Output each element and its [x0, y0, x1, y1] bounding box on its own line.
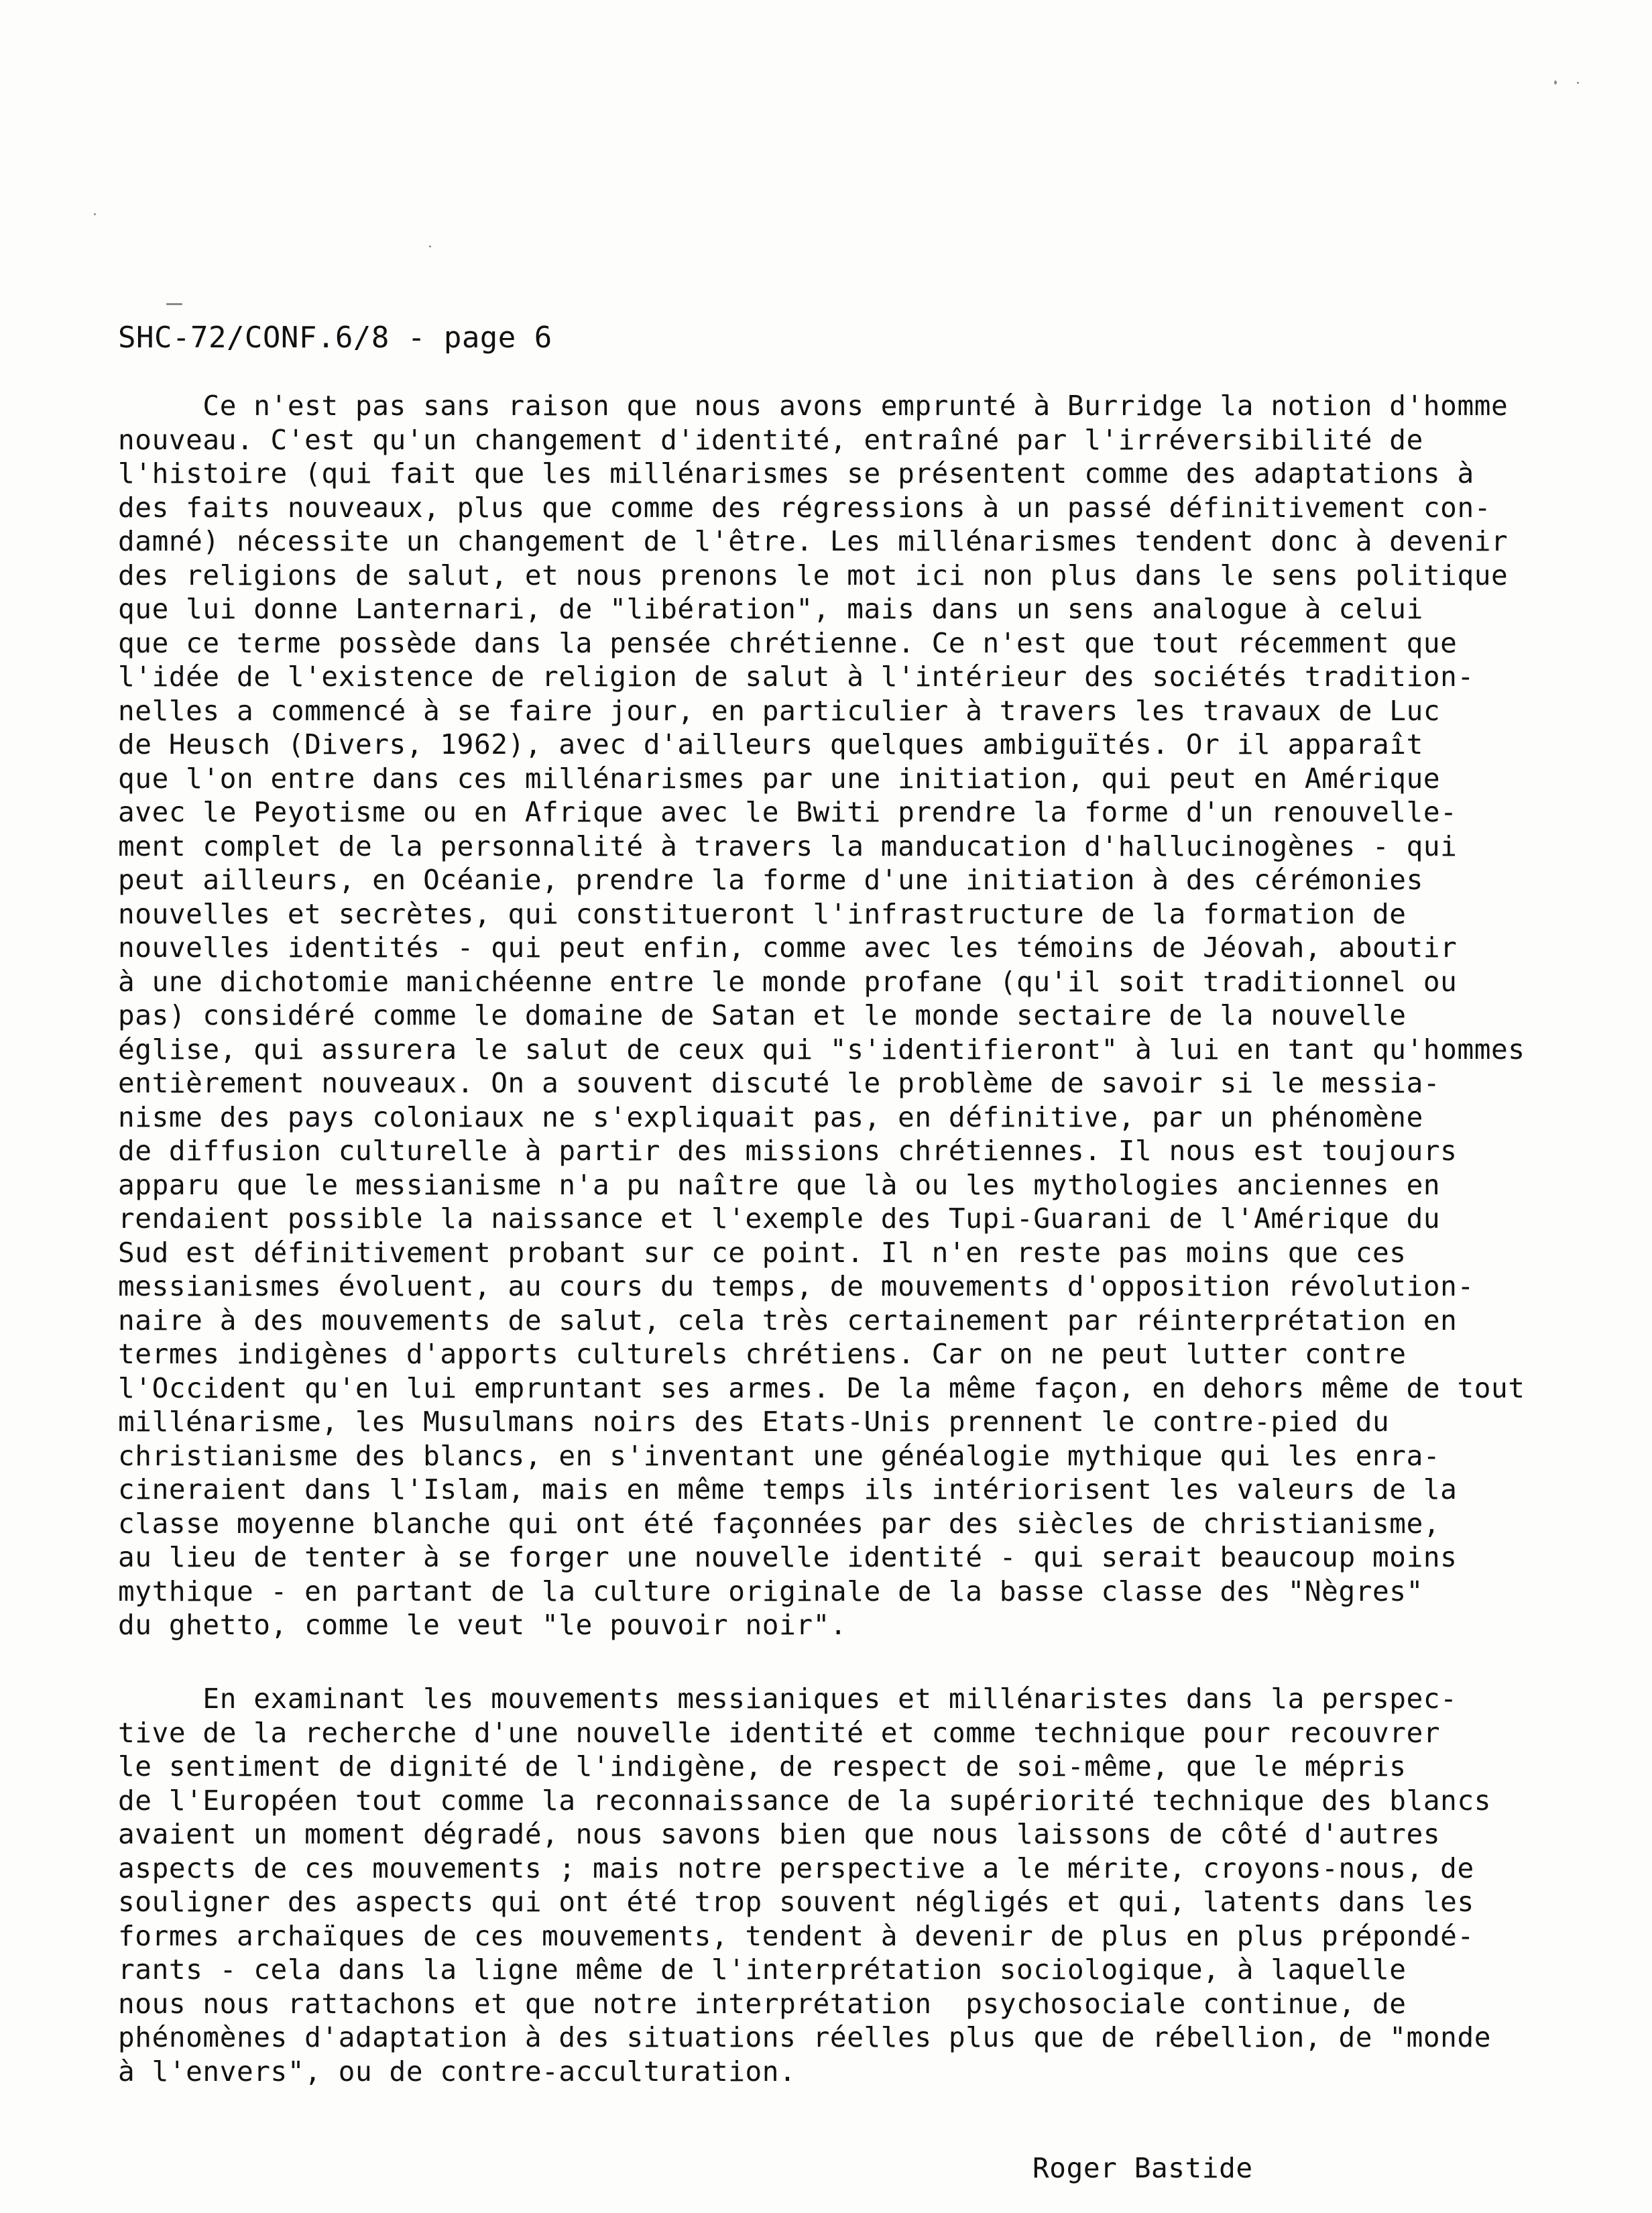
- text-line: de diffusion culturelle à partir des missions chrétiennes. Il nous est toujours: [118, 1135, 1458, 1167]
- text-line: de l'Européen tout comme la reconnaissance de la supériorité technique des blancs: [118, 1784, 1492, 1817]
- text-line: à une dichotomie manichéenne entre le monde profane (qu'il soit traditionnel ou: [118, 965, 1458, 998]
- text-line: l'idée de l'existence de religion de salut à l'intérieur des sociétés tradition-: [118, 661, 1474, 693]
- paragraph-2: [118, 1682, 1491, 2088]
- text-line: damné) nécessite un changement de l'être. Les millénarismes tendent donc à devenir: [118, 525, 1509, 557]
- text-line: apparu que le messianisme n'a pu naître que là ou les mythologies anciennes en: [118, 1168, 1441, 1201]
- text-line: ment complet de la personnalité à travers la manducation d'hallucinogènes - qui: [118, 830, 1458, 862]
- scan-speck: [1554, 80, 1557, 84]
- scan-speck: [166, 303, 182, 305]
- text-line: Sud est définitivement probant sur ce point. Il n'en reste pas moins que ces: [118, 1236, 1407, 1269]
- text-line: nous nous rattachons et que notre interprétation psychosociale continue, de: [118, 1987, 1407, 2020]
- text-line: pas) considéré comme le domaine de Satan et le monde sectaire de la nouvelle: [118, 999, 1407, 1031]
- text-line: peut ailleurs, en Océanie, prendre la forme d'une initiation à des cérémonies: [118, 864, 1423, 896]
- text-line: termes indigènes d'apports culturels chrétiens. Car on ne peut lutter contre: [118, 1338, 1407, 1370]
- text-line: du ghetto, comme le veut "le pouvoir noir".: [118, 1609, 847, 1641]
- text-line: rants - cela dans la ligne même de l'interprétation sociologique, à laquelle: [118, 1953, 1407, 1986]
- text-line: nisme des pays coloniaux ne s'expliquait pas, en définitive, par un phénomène: [118, 1100, 1423, 1133]
- text-line: formes archaïques de ces mouvements, tendent à devenir de plus en plus prépondé-: [118, 1919, 1474, 1952]
- text-line: le sentiment de dignité de l'indigène, de respect de soi-même, que le mépris: [118, 1750, 1407, 1782]
- text-line: nelles a commencé à se faire jour, en particulier à travers les travaux de Luc: [118, 694, 1441, 727]
- scan-speck: [94, 213, 96, 215]
- paragraph-1: [118, 389, 1525, 1642]
- text-line: christianisme des blancs, en s'inventant une généalogie mythique qui les enra-: [118, 1439, 1441, 1472]
- text-line: que lui donne Lanternari, de "libération", mais dans un sens analogue à celui: [118, 593, 1423, 625]
- text-line: phénomènes d'adaptation à des situations réelles plus que de rébellion, de "monde: [118, 2021, 1492, 2053]
- text-line: au lieu de tenter à se forger une nouvelle identité - qui serait beaucoup moins: [118, 1541, 1458, 1573]
- text-line: des faits nouveaux, plus que comme des régressions à un passé définitivement con-: [118, 491, 1492, 524]
- text-line: En examinant les mouvements messianiques et millénaristes dans la perspec-: [118, 1683, 1458, 1715]
- text-line: des religions de salut, et nous prenons le mot ici non plus dans le sens politique: [118, 559, 1509, 591]
- text-line: que l'on entre dans ces millénarismes par une initiation, qui peut en Amérique: [118, 762, 1441, 795]
- text-line: à l'envers", ou de contre-acculturation.: [118, 2055, 796, 2088]
- text-line: tive de la recherche d'une nouvelle identité et comme technique pour recouvrer: [118, 1716, 1441, 1749]
- text-line: l'histoire (qui fait que les millénarismes se présentent comme des adaptations à: [118, 457, 1474, 490]
- text-line: nouvelles et secrètes, qui constitueront l'infrastructure de la formation de: [118, 897, 1407, 930]
- text-line: mythique - en partant de la culture originale de la basse classe des "Nègres": [118, 1575, 1423, 1607]
- text-line: messianismes évoluent, au cours du temps, de mouvements d'opposition révolution-: [118, 1270, 1474, 1302]
- scan-speck: [429, 245, 431, 247]
- text-line: aspects de ces mouvements ; mais notre perspective a le mérite, croyons-nous, de: [118, 1852, 1474, 1884]
- text-line: avec le Peyotisme ou en Afrique avec le Bwiti prendre la forme d'un renouvelle-: [118, 796, 1458, 828]
- text-line: église, qui assurera le salut de ceux qui "s'identifieront" à lui en tant qu'hommes: [118, 1033, 1525, 1066]
- document-reference-header: SHC-72/CONF.6/8 - page 6: [118, 321, 552, 355]
- author-signature: Roger Bastide: [1032, 2152, 1253, 2184]
- text-line: Ce n'est pas sans raison que nous avons emprunté à Burridge la notion d'homme: [118, 390, 1509, 422]
- text-line: de Heusch (Divers, 1962), avec d'ailleurs quelques ambiguïtés. Or il apparaît: [118, 728, 1423, 760]
- text-line: avaient un moment dégradé, nous savons bien que nous laissons de côté d'autres: [118, 1818, 1441, 1850]
- text-line: cineraient dans l'Islam, mais en même temps ils intériorisent les valeurs de la: [118, 1473, 1458, 1506]
- scan-speck: [1577, 82, 1579, 84]
- text-line: souligner des aspects qui ont été trop souvent négligés et qui, latents dans les: [118, 1886, 1474, 1918]
- text-line: classe moyenne blanche qui ont été façonnées par des siècles de christianisme,: [118, 1507, 1441, 1540]
- text-line: nouvelles identités - qui peut enfin, comme avec les témoins de Jéovah, aboutir: [118, 931, 1458, 964]
- text-line: rendaient possible la naissance et l'exemple des Tupi-Guarani de l'Amérique du: [118, 1202, 1441, 1235]
- text-line: nouveau. C'est qu'un changement d'identité, entraîné par l'irréversibilité de: [118, 423, 1423, 456]
- text-line: l'Occident qu'en lui empruntant ses armes. De la même façon, en dehors même de tout: [118, 1371, 1525, 1404]
- text-line: millénarisme, les Musulmans noirs des Etats-Unis prennent le contre-pied du: [118, 1406, 1390, 1438]
- text-line: que ce terme possède dans la pensée chrétienne. Ce n'est que tout récemment que: [118, 626, 1458, 659]
- text-line: naire à des mouvements de salut, cela très certainement par réinterprétation en: [118, 1304, 1458, 1337]
- text-line: entièrement nouveaux. On a souvent discuté le problème de savoir si le messia-: [118, 1067, 1441, 1099]
